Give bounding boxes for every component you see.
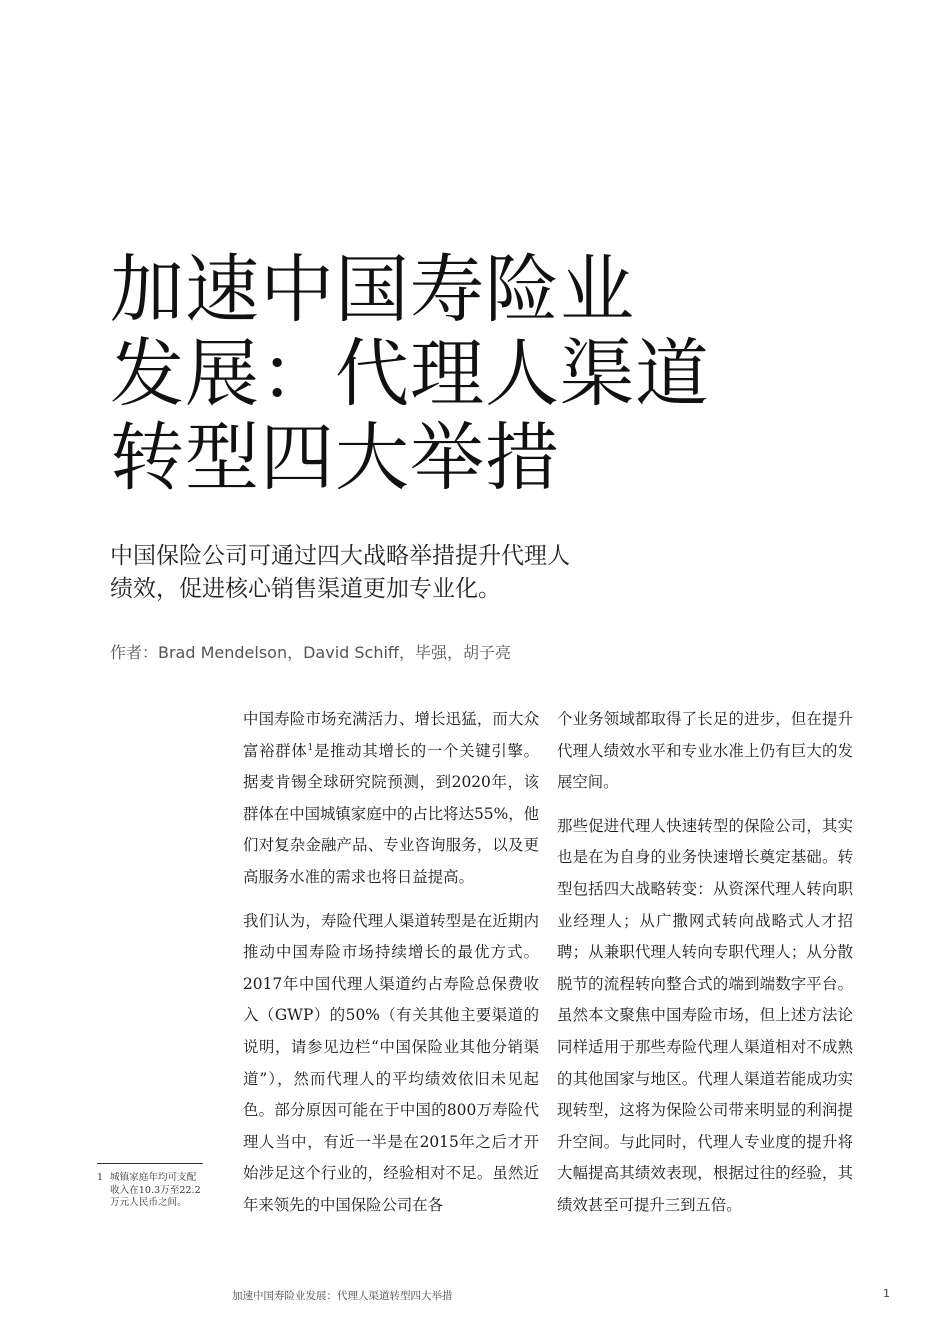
paragraph-text: 中国寿险市场充满活力、增长迅猛，而大众富裕群体 [243, 710, 539, 760]
footnote-reference: 1 [307, 742, 314, 753]
body-column-right [557, 704, 853, 1234]
footnote [97, 1163, 203, 1210]
footnote-number: 1 [97, 1172, 104, 1183]
paragraph-text: 是推动其增长的一个关键引擎。据麦肯锡全球研究院预测，到2020年，该群体在中国城镇家庭中的占比将达55%，他们对复杂金融产品、专业咨询服务，以及更高服务水准的需求也将日益提高。 [243, 741, 539, 886]
body-paragraph: 我们认为，寿险代理人渠道转型是在近期内推动中国寿险市场持续增长的最优方式。2017年中国代理人渠道约占寿险总保费收入（GWP）的50%（有关其他主要渠道的说明，请参见边栏“中国保险业其他分销渠道”），然而代理人的平均绩效依旧未见起色。部分原因可能在于中国的800万寿险代理人当中，有近一半是在2015年之后才开始涉足这个行业的，经验相对不足。虽然近年来领先的中国保险公司在各 [243, 911, 539, 1214]
author-byline: 作者：Brad Mendelson，David Schiff，毕强，胡子亮 [110, 643, 511, 662]
article-subtitle-line-2: 绩效，促进核心销售渠道更加专业化。 [110, 576, 501, 602]
page-number: 1 [883, 1287, 890, 1300]
body-paragraph: 个业务领域都取得了长足的进步，但在提升代理人绩效水平和专业水准上仍有巨大的发展空间。 [557, 710, 853, 792]
running-footer-title: 加速中国寿险业发展：代理人渠道转型四大举措 [232, 1290, 453, 1302]
article-title [110, 248, 730, 500]
article-subtitle-line-1: 中国保险公司可通过四大战略举措提升代理人 [110, 543, 570, 569]
footnote-text: 城镇家庭年均可支配收入在10.3万至22.2万元人民币之间。 [110, 1172, 201, 1209]
article-subtitle [110, 540, 630, 606]
article-title-line-3: 转型四大举措 [110, 415, 560, 501]
article-title-line-1: 加速中国寿险业 [110, 247, 635, 333]
body-column-left [243, 704, 539, 1234]
article-title-line-2: 发展：代理人渠道 [110, 331, 710, 417]
body-paragraph: 那些促进代理人快速转型的保险公司，其实也是在为自身的业务快速增长奠定基础。转型包括四大战略转变：从资深代理人转向职业经理人；从广撒网式转向战略式人才招聘；从兼职代理人转向专职代理人；从分散脱节的流程转向整合式的端到端数字平台。虽然本文聚焦中国寿险市场，但上述方法论同样适用于那些寿险代理人渠道相对不成熟的其他国家与地区。代理人渠道若能成功实现转型，这将为保险公司带来明显的利润提升空间。与此同时，代理人专业度的提升将大幅提高其绩效表现，根据过往的经验，其绩效甚至可提升三到五倍。 [557, 816, 853, 1214]
body-paragraph [243, 704, 539, 894]
